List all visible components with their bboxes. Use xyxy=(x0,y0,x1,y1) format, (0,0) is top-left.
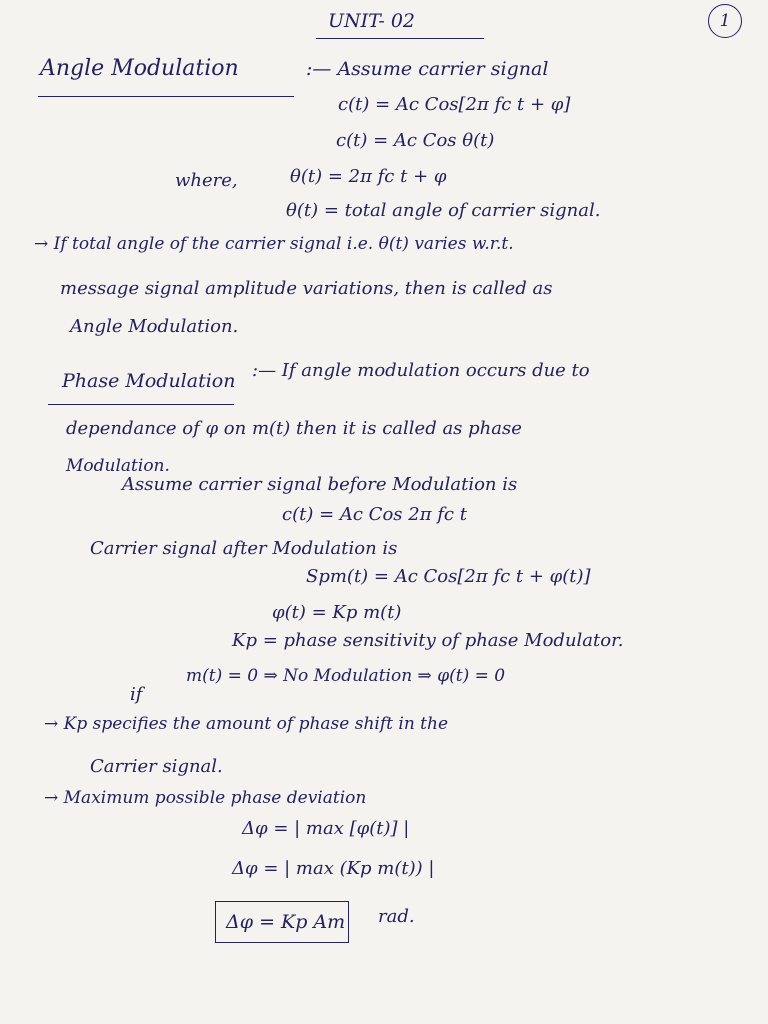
heading-angle-modulation: Angle Modulation xyxy=(40,56,239,81)
para1-line3: Angle Modulation. xyxy=(70,316,239,337)
kp-specifies-line2: Carrier signal. xyxy=(90,756,223,777)
equation-before-modulation: c(t) = Ac Cos 2π fc t xyxy=(282,504,467,525)
equation-carrier-1: c(t) = Ac Cos[2π fc t + φ] xyxy=(338,94,571,115)
para1-line2: message signal amplitude variations, then is called as xyxy=(60,278,553,299)
para1-line1: → If total angle of the carrier signal i.e. θ(t) varies w.r.t. xyxy=(34,234,514,254)
where-label: where, xyxy=(175,170,238,191)
unit-rad: rad. xyxy=(378,906,415,927)
if-condition-line: m(t) = 0 ⇒ No Modulation ⇒ φ(t) = 0 xyxy=(186,666,506,686)
para2-line3: Modulation. xyxy=(66,456,170,476)
theta-definition: θ(t) = total angle of carrier signal. xyxy=(286,200,601,221)
phase-intro-text: :— If angle modulation occurs due to xyxy=(252,360,590,381)
para2-line2: dependance of φ on m(t) then it is called as phase xyxy=(66,418,522,439)
assume-before-text: Assume carrier signal before Modulation is xyxy=(122,474,518,495)
kp-definition: Kp = phase sensitivity of phase Modulator. xyxy=(232,630,624,651)
heading-angle-underline xyxy=(38,96,294,97)
equation-deviation-1: Δφ = | max [φ(t)] | xyxy=(242,818,410,839)
assume-carrier-text: :— Assume carrier signal xyxy=(306,58,549,80)
kp-specifies-line1: → Kp specifies the amount of phase shift in the xyxy=(44,714,449,734)
heading-phase-underline xyxy=(48,404,234,405)
equation-theta: θ(t) = 2π fc t + φ xyxy=(290,166,447,187)
equation-spm: Spm(t) = Ac Cos[2π fc t + φ(t)] xyxy=(306,566,591,587)
max-deviation-text: → Maximum possible phase deviation xyxy=(44,788,367,808)
unit-title: UNIT- 02 xyxy=(328,10,416,32)
equation-carrier-2: c(t) = Ac Cos θ(t) xyxy=(336,130,495,151)
equation-boxed: Δφ = Kp Am xyxy=(226,911,346,933)
carrier-after-text: Carrier signal after Modulation is xyxy=(90,538,398,559)
equation-phi: φ(t) = Kp m(t) xyxy=(272,602,402,623)
equation-deviation-2: Δφ = | max (Kp m(t)) | xyxy=(232,858,435,879)
if-label: if xyxy=(130,684,143,705)
heading-phase-modulation: Phase Modulation xyxy=(62,370,236,392)
unit-title-underline xyxy=(316,38,484,39)
boxed-result xyxy=(215,901,349,943)
page-number: 1 xyxy=(708,4,742,38)
